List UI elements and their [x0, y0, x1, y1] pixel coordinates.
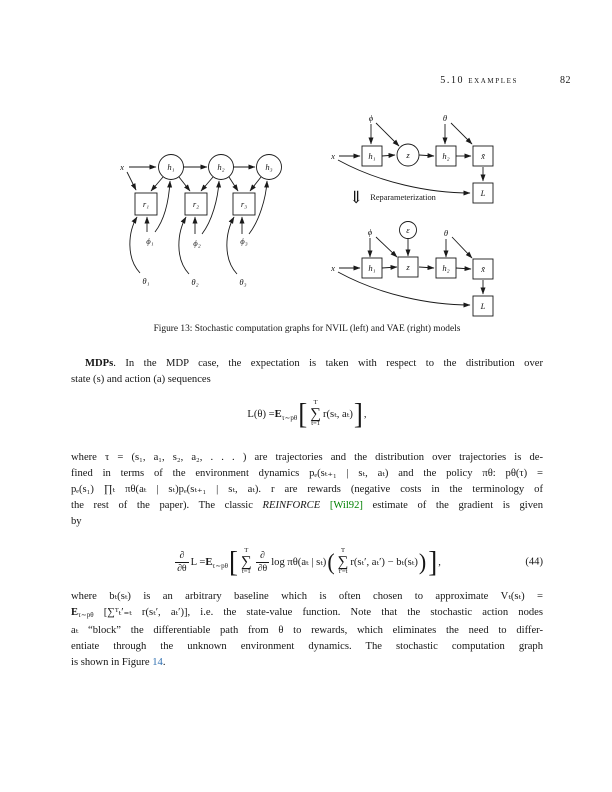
equation-objective	[71, 390, 543, 438]
equation-44: $\frac{\partial}{\partial\theta}$ L = E τ∼pθ [ T ∑ t=1 $\frac{\partial}{\partial\theta}$ log πθ(aₜ | sₜ) ( T ∑ t′=t r(sₜ′, aₜ′) − bₜ(sₜ) ) ] , (44)	[177, 545, 543, 578]
right-bracket: ]	[353, 397, 363, 430]
paragraph-mdps	[71, 356, 543, 388]
header-section: 5.10 examples	[440, 75, 518, 86]
partial-derivative: $\frac{\partial}{\partial\theta}$	[257, 550, 268, 574]
nvil-h1-label: h₁	[167, 162, 175, 172]
citation-wil92[interactable]: [Wil92]	[329, 500, 363, 511]
nvil-theta3-label: θ₃	[239, 277, 247, 287]
vae-top-phi-label: ϕ	[368, 113, 374, 123]
text-line: where τ = (s₁, a₁, s₂, a₂, . . . ) are trajectories and the distribution over trajectories is de-	[71, 452, 543, 463]
nvil-theta1-label: θ₁	[142, 276, 150, 286]
eq1-expectation-sub: τ∼pθ	[281, 414, 298, 422]
left-paren: (	[327, 548, 335, 575]
vae-top-xtilde-label: x̃	[481, 151, 485, 161]
vae-top-h2-label: h₂	[442, 151, 450, 161]
page-number: 82	[560, 75, 571, 86]
right-bracket: ]	[428, 545, 438, 578]
sum-operator: T ∑ t=1	[240, 547, 252, 576]
running-header	[0, 75, 571, 86]
nvil-h2-label: h₂	[217, 162, 225, 172]
nvil-r3-label: r₃	[240, 199, 248, 209]
vae-bottom-x-label: x	[331, 263, 335, 273]
nvil-h3-label: h₃	[265, 162, 273, 172]
vae-bottom-epsilon-label: ε	[406, 225, 410, 235]
text-line: where bₜ(sₜ) is an arbitrary baseline which is often chosen to approximate Vₜ(sₜ) =	[71, 591, 543, 602]
vae-bottom-L-label: L	[480, 301, 486, 311]
vae-top-x-label: x	[331, 151, 335, 161]
vae-bottom-h1-label: h₁	[368, 263, 376, 273]
nvil-r1-label: r₁	[142, 199, 150, 209]
figure-caption: Figure 13: Stochastic computation graphs for NVIL (left) and VAE (right) models	[153, 324, 461, 334]
paragraph-baseline	[71, 589, 543, 671]
reparameterization-annotation	[349, 189, 436, 206]
vae-bottom-phi-label: ϕ	[367, 227, 373, 237]
nvil-edges	[127, 167, 267, 274]
reinforce-term: REINFORCE	[262, 500, 321, 511]
left-bracket: [	[298, 397, 308, 430]
text-line: Eτ∼pθ [∑ᵀₜ′₌ₜ r(sₜ′, aₜ′)], i.e. the state-value function. Note that the stochastic action nodes	[71, 607, 543, 619]
nvil-phi1-label: ϕ₁	[146, 236, 154, 246]
right-paren: )	[418, 548, 427, 575]
text-line: state (s) and action (a) sequences	[71, 374, 211, 385]
text-line: fined in terms of the environment dynamics pₑ(sₜ₊₁ | sₜ, aₜ) and the policy πθ: pθ(τ) =	[71, 468, 543, 479]
vae-bottom-h2-label: h₂	[442, 263, 450, 273]
expectation-symbol: E	[71, 607, 79, 618]
nvil-nodes	[135, 155, 282, 216]
eq1-body: r(sₜ, aₜ)	[322, 409, 353, 420]
nvil-r2-label: r₂	[192, 199, 200, 209]
eq1-lhs: L(θ) =	[247, 408, 275, 420]
paragraph-trajectories	[71, 450, 543, 530]
nvil-graph-svg	[70, 135, 315, 295]
text-line: pₑ(s₁) ∏ₜ πθ(aₜ | sₜ)pₑ(sₜ₊₁ | sₜ, aₜ). r are rewards (negative costs in the terminology of	[71, 484, 543, 495]
text-line: the rest of the paper). The classic REINFORCE [Wil92] estimate of the gradient is given	[71, 500, 543, 511]
nvil-phi3-label: ϕ₃	[240, 236, 248, 246]
text-line: entiate through the unknown environment dynamics. The stochastic computation graph	[71, 641, 543, 652]
nvil-x-label: x	[120, 162, 124, 172]
vae-top-h1-label: h₁	[368, 151, 376, 161]
vae-bottom-theta-label: θ	[443, 228, 449, 238]
expectation-symbol: E	[274, 408, 282, 420]
nvil-theta2-label: θ₂	[191, 277, 199, 287]
vae-top-z-label: z	[406, 150, 410, 160]
vae-bottom-graph-svg	[325, 217, 530, 322]
expectation-symbol: E	[205, 556, 213, 568]
vae-top-theta-label: θ	[442, 113, 448, 123]
equation-number: (44)	[525, 556, 543, 568]
partial-derivative: $\frac{\partial}{\partial\theta}$	[177, 550, 187, 574]
vae-bottom-z-label: z	[406, 262, 410, 272]
nvil-phi2-label: ϕ₂	[193, 238, 201, 248]
text-line: is shown in Figure 14.	[71, 657, 166, 668]
mdps-lead: MDPs	[85, 358, 114, 369]
sum-operator: T ∑ t′=t	[337, 547, 349, 576]
reparameterization-label: Reparameterization	[370, 193, 436, 202]
eq1-tail: ,	[363, 408, 367, 420]
text-line: aₜ “block” the differentiable path from θ to rewards, which eliminates the need to differ-	[71, 625, 543, 636]
sum-operator: T ∑ t=1	[310, 399, 321, 428]
figure-14-reference[interactable]: 14	[152, 657, 163, 668]
left-bracket: [	[228, 545, 238, 578]
vae-bottom-xtilde-label: x̃	[481, 264, 485, 274]
text-line: by	[71, 516, 82, 527]
text-line: MDPs. In the MDP case, the expectation is taken with respect to the distribution over	[85, 358, 543, 369]
vae-top-L-label: L	[480, 188, 486, 198]
double-down-arrow-icon: ⇓	[349, 188, 364, 207]
